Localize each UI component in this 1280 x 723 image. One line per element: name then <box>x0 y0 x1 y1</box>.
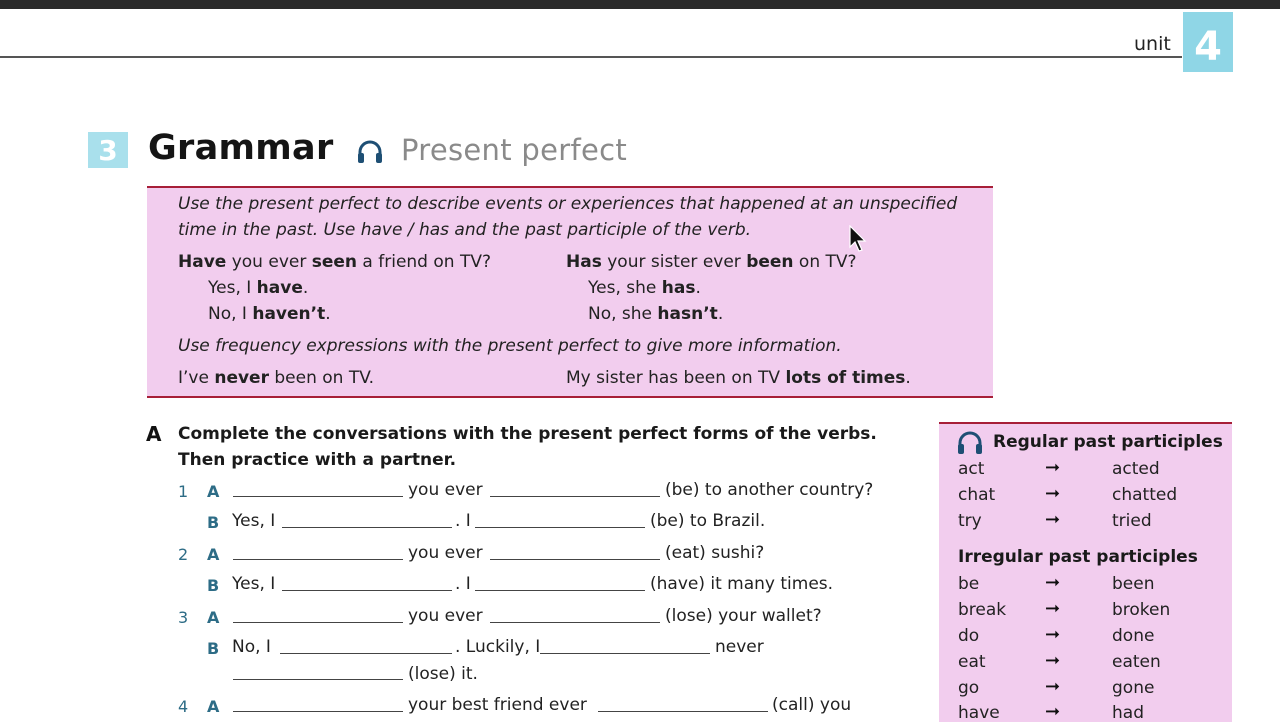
irregular-participles-title: Irregular past participles <box>958 547 1198 567</box>
participle-base: chat <box>958 485 996 505</box>
item-number: 1 <box>178 482 189 501</box>
answer-blank[interactable] <box>490 622 660 623</box>
item-text: (call) you <box>772 695 852 715</box>
item-text: . I <box>455 574 471 594</box>
frequency-example-right: My sister has been on TV lots of times. <box>566 368 911 388</box>
answer-blank[interactable] <box>598 711 768 712</box>
arrow-icon: ➞ <box>1045 483 1061 504</box>
item-text: Yes, I <box>232 511 276 531</box>
item-number: 2 <box>178 545 189 564</box>
arrow-icon: ➞ <box>1045 598 1061 619</box>
item-text: you ever <box>408 606 483 626</box>
example-question-right: Has your sister ever been on TV? <box>566 252 857 272</box>
arrow-icon: ➞ <box>1045 650 1061 671</box>
answer-blank[interactable] <box>233 711 403 712</box>
section-number: 3 <box>88 132 128 168</box>
example-answer-no-left: No, I haven’t. <box>208 304 331 324</box>
frequency-note: Use frequency expressions with the present perfect to give more information. <box>178 336 842 356</box>
participle-base: eat <box>958 652 986 672</box>
answer-blank[interactable] <box>233 496 403 497</box>
section-subtitle: Present perfect <box>401 133 628 167</box>
arrow-icon: ➞ <box>1045 457 1061 478</box>
item-text: (lose) it. <box>408 664 478 684</box>
arrow-icon: ➞ <box>1045 572 1061 593</box>
mouse-cursor-icon <box>849 225 867 253</box>
answer-blank[interactable] <box>475 590 645 591</box>
answer-blank[interactable] <box>233 679 403 680</box>
participle-base: do <box>958 626 980 646</box>
example-answer-no-right: No, she hasn’t. <box>588 304 724 324</box>
participle-form: eaten <box>1112 652 1161 672</box>
participle-base: break <box>958 600 1007 620</box>
answer-blank[interactable] <box>540 653 710 654</box>
item-number: 4 <box>178 697 189 716</box>
answer-blank[interactable] <box>233 559 403 560</box>
item-text: (lose) your wallet? <box>665 606 822 626</box>
top-frame-bar <box>0 0 1280 9</box>
headphones-icon[interactable] <box>957 431 983 455</box>
grammar-intro-line1: Use the present perfect to describe events or experiences that happened at an unspecified <box>178 194 958 214</box>
participle-base: go <box>958 678 980 698</box>
example-answer-yes-right: Yes, she has. <box>588 278 701 298</box>
participle-form: had <box>1112 703 1144 723</box>
speaker-b-label: B <box>207 639 220 658</box>
speaker-a-label: A <box>207 545 220 564</box>
arrow-icon: ➞ <box>1045 624 1061 645</box>
grammar-intro-line2: time in the past. Use have / has and the past participle of the verb. <box>178 220 752 240</box>
speaker-b-label: B <box>207 576 220 595</box>
unit-number: 4 <box>1194 24 1222 70</box>
participle-form: been <box>1112 574 1155 594</box>
section-title: Grammar <box>148 128 334 168</box>
participle-base: act <box>958 459 985 479</box>
item-text: . I <box>455 511 471 531</box>
unit-label: unit <box>1134 33 1171 55</box>
participle-form: broken <box>1112 600 1171 620</box>
item-text: Yes, I <box>232 574 276 594</box>
answer-blank[interactable] <box>282 527 452 528</box>
unit-number-tab <box>1183 12 1233 72</box>
item-text: (be) to Brazil. <box>650 511 766 531</box>
item-text: (be) to another country? <box>665 480 874 500</box>
exercise-instruction-line2: Then practice with a partner. <box>178 450 457 470</box>
item-text: (have) it many times. <box>650 574 834 594</box>
item-text: No, I <box>232 637 271 657</box>
item-text: your best friend ever <box>408 695 587 715</box>
regular-participles-title: Regular past participles <box>993 432 1223 452</box>
participle-form: gone <box>1112 678 1155 698</box>
answer-blank[interactable] <box>475 527 645 528</box>
participle-base: try <box>958 511 982 531</box>
answer-blank[interactable] <box>282 590 452 591</box>
participle-form: done <box>1112 626 1155 646</box>
participle-form: tried <box>1112 511 1152 531</box>
item-text: never <box>715 637 764 657</box>
exercise-instruction-line1: Complete the conversations with the present perfect forms of the verbs. <box>178 424 877 444</box>
arrow-icon: ➞ <box>1045 676 1061 697</box>
item-text: . Luckily, I <box>455 637 541 657</box>
item-text: you ever <box>408 543 483 563</box>
item-text: you ever <box>408 480 483 500</box>
participle-base: have <box>958 703 1000 723</box>
example-answer-yes-left: Yes, I have. <box>208 278 309 298</box>
participle-form: chatted <box>1112 485 1178 505</box>
speaker-b-label: B <box>207 513 220 532</box>
arrow-icon: ➞ <box>1045 509 1061 530</box>
example-question-left: Have you ever seen a friend on TV? <box>178 252 491 272</box>
speaker-a-label: A <box>207 697 220 716</box>
arrow-icon: ➞ <box>1045 701 1061 722</box>
answer-blank[interactable] <box>490 496 660 497</box>
participle-base: be <box>958 574 980 594</box>
participle-form: acted <box>1112 459 1160 479</box>
answer-blank[interactable] <box>233 622 403 623</box>
speaker-a-label: A <box>207 608 220 627</box>
headphones-icon[interactable] <box>357 140 383 164</box>
answer-blank[interactable] <box>280 653 452 654</box>
answer-blank[interactable] <box>490 559 660 560</box>
exercise-letter: A <box>146 422 162 446</box>
item-number: 3 <box>178 608 189 627</box>
frequency-example-left: I’ve never been on TV. <box>178 368 375 388</box>
header-rule <box>0 56 1182 58</box>
speaker-a-label: A <box>207 482 220 501</box>
item-text: (eat) sushi? <box>665 543 765 563</box>
